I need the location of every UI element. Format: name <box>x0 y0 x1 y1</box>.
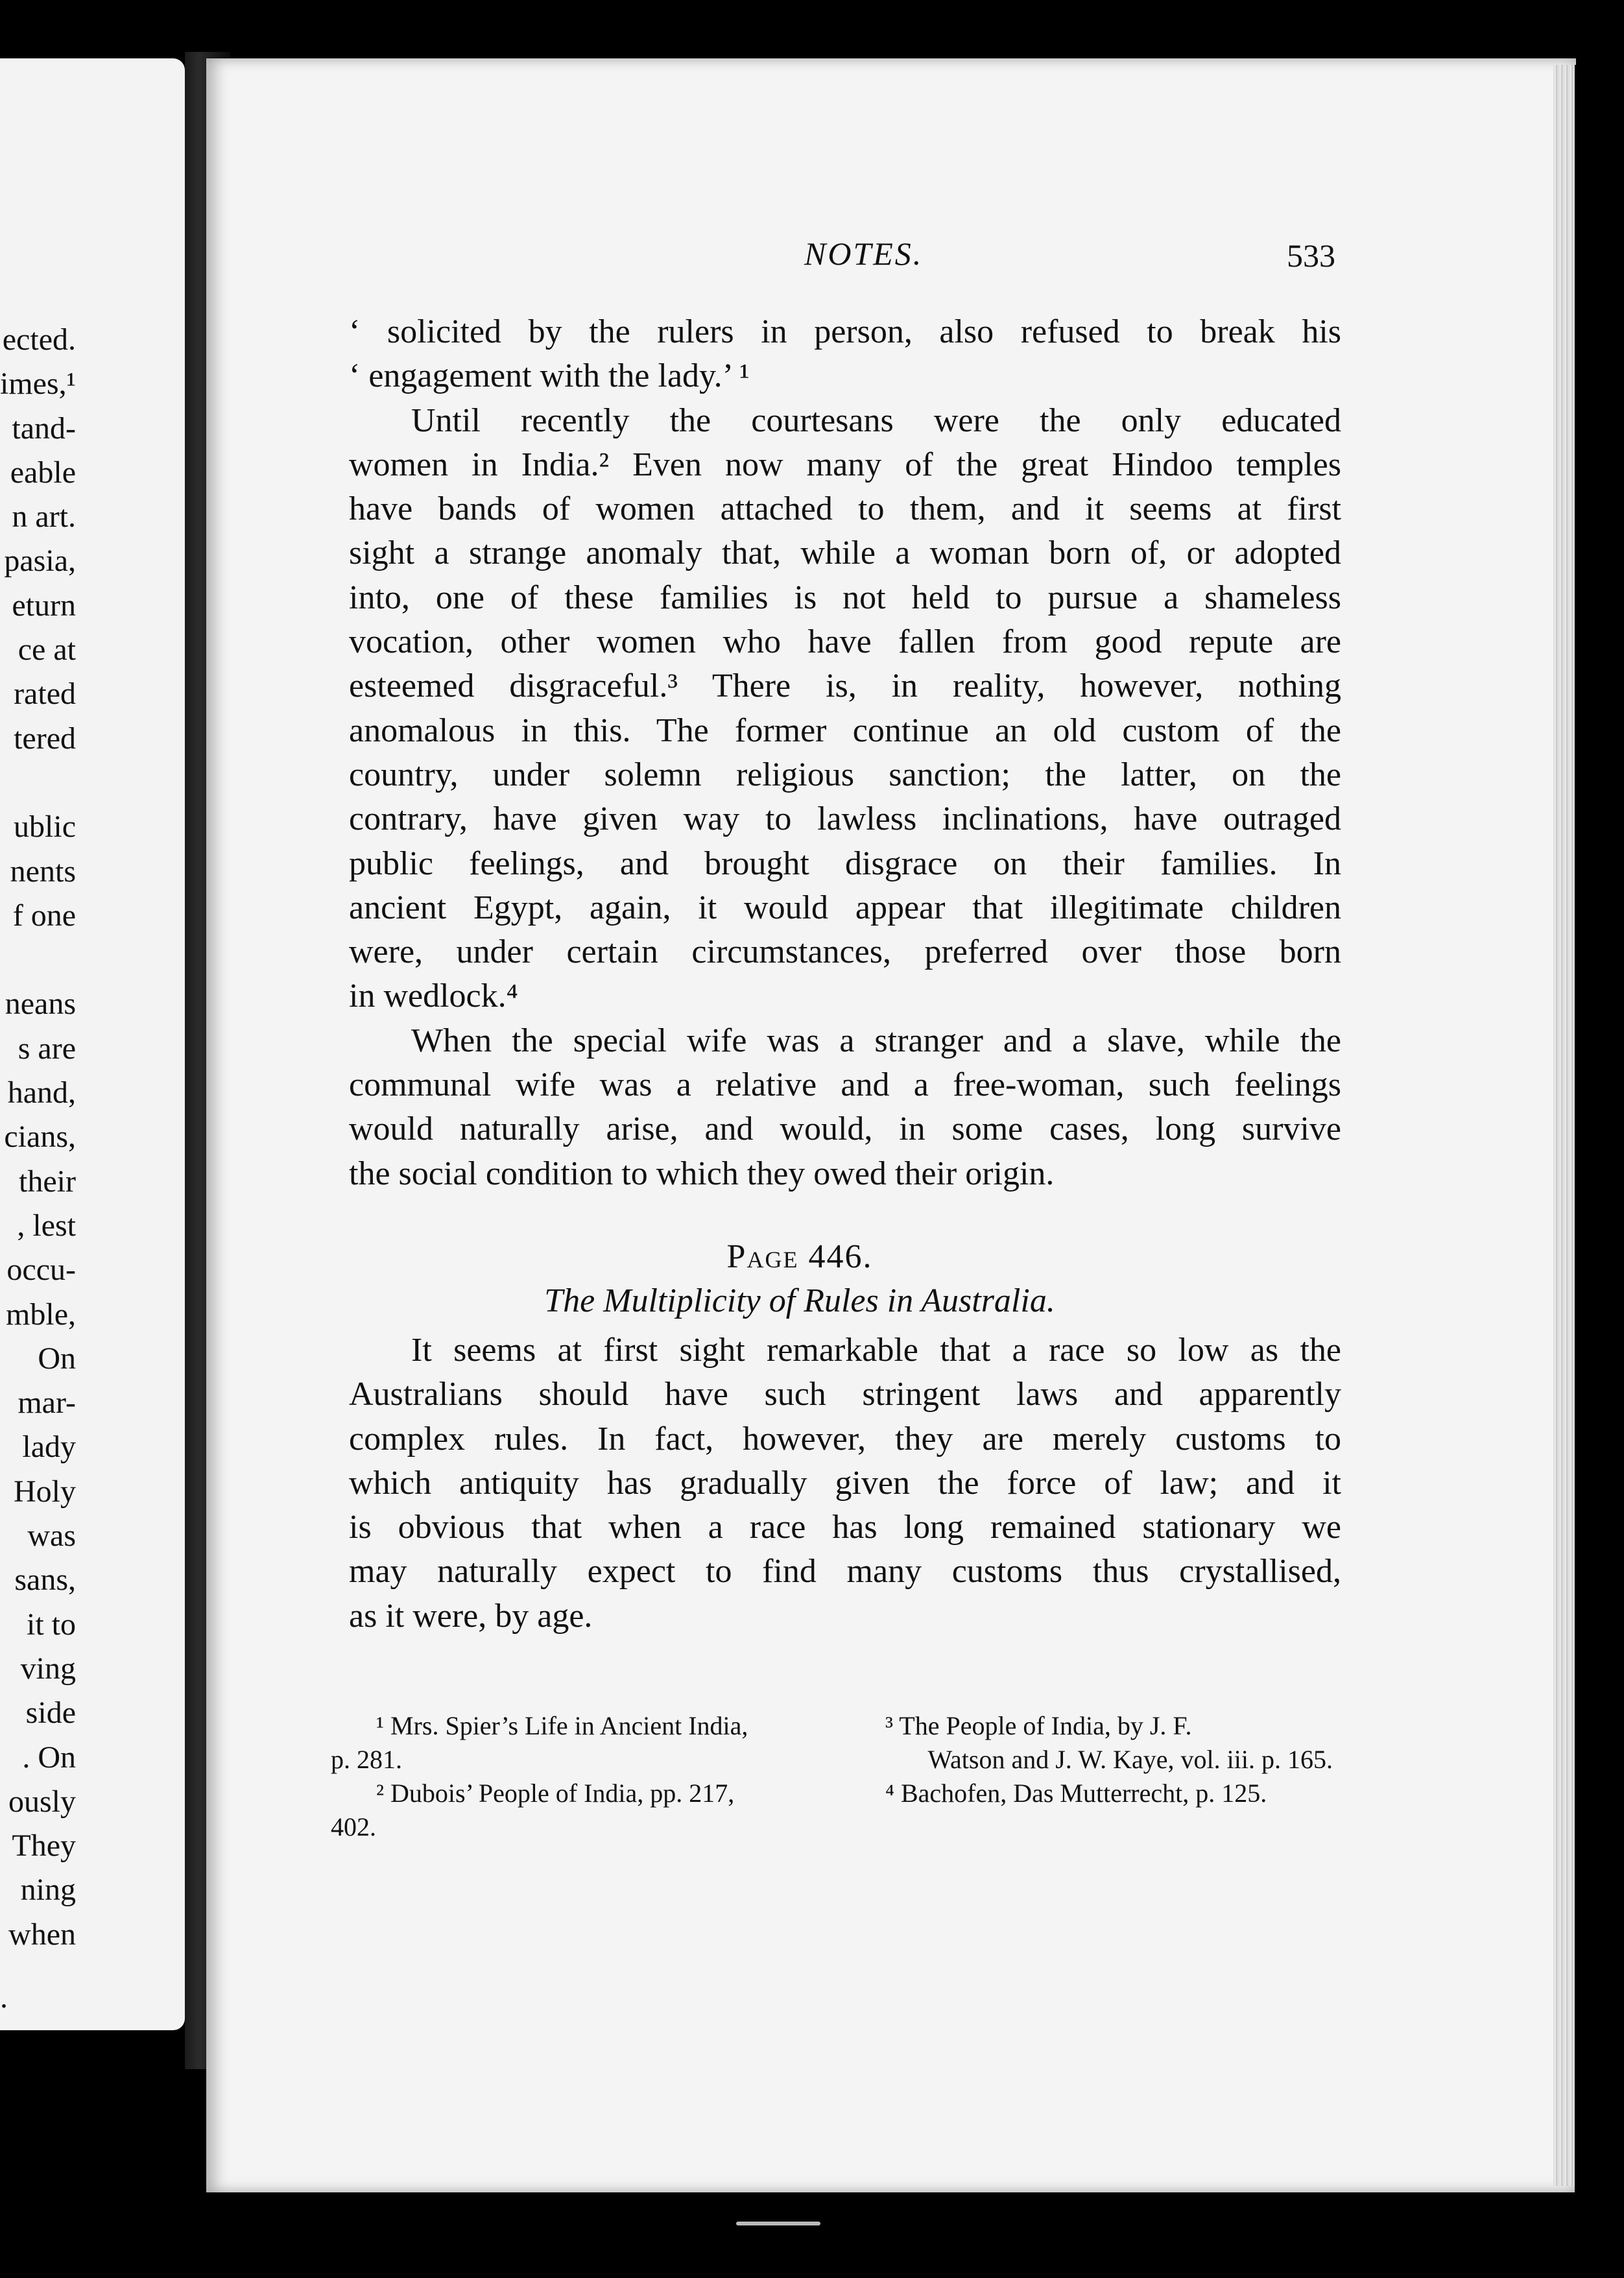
text-line: would naturally arise, and would, in some cases, long survive <box>349 1110 1341 1148</box>
facing-page-line: n art. <box>12 499 76 534</box>
footnote-2-cont: 402. <box>331 1812 376 1841</box>
text-line: vocation, other women who have fallen from good repute are <box>349 623 1341 661</box>
facing-page-line: ublic <box>14 809 76 845</box>
footnote-3-cont: Watson and J. W. Kaye, vol. iii. p. 165. <box>927 1745 1333 1774</box>
facing-page-line: mar- <box>18 1385 76 1421</box>
text-line: as it were, by age. <box>349 1597 593 1635</box>
facing-page-left <box>0 58 185 2030</box>
text-line: When the special wife was a stranger and a slave, while the <box>411 1022 1341 1059</box>
text-line: It seems at first sight remarkable that a race so low as the <box>411 1331 1341 1369</box>
text-line: is obvious that when a race has long remained stationary we <box>349 1509 1341 1546</box>
facing-page-line: nents <box>10 854 76 889</box>
text-line: may naturally expect to find many customs thus crystallised, <box>349 1553 1341 1590</box>
section-heading: Page 446. <box>726 1238 873 1275</box>
footnote-1-cont: p. 281. <box>331 1745 402 1774</box>
facing-page-line: On <box>38 1341 76 1376</box>
facing-page-line: it to <box>26 1607 76 1642</box>
facing-page-line: ected. <box>2 322 76 357</box>
facing-page-line: s are <box>18 1031 76 1066</box>
facing-page-line: when <box>8 1917 76 1952</box>
text-line: were, under certain circumstances, preferred over those born <box>349 933 1341 971</box>
facing-page-line <box>0 761 76 805</box>
facing-page-line: cians, <box>4 1120 76 1155</box>
text-line: anomalous in this. The former continue an old custom of the <box>349 712 1341 749</box>
facing-page-line: hand, <box>7 1075 76 1110</box>
footnote-1: ¹ Mrs. Spier’s Life in Ancient India, <box>376 1711 748 1740</box>
text-line: into, one of these families is not held to pursue a shameless <box>349 579 1341 616</box>
facing-page-line: imes,¹ <box>0 366 76 402</box>
section-subheading: The Multiplicity of Rules in Australia. <box>544 1282 1055 1319</box>
facing-page-line: . On <box>22 1740 76 1775</box>
footnote-3: ³ The People of India, by J. F. <box>885 1711 1192 1740</box>
body-text <box>349 310 1341 1638</box>
facing-page-line: ving <box>20 1651 76 1686</box>
facing-page-line: eable <box>10 455 76 490</box>
text-line: ‘ solicited by the rulers in person, also refused to break his <box>349 313 1341 350</box>
text-line: complex rules. In fact, however, they are merely customs to <box>349 1420 1341 1457</box>
text-line: which antiquity has gradually given the force of law; and it <box>349 1464 1341 1502</box>
facing-page-line: They <box>12 1828 76 1864</box>
footnotes-left-column <box>331 1709 824 1844</box>
paragraph-1 <box>349 310 1341 399</box>
text-line: Until recently the courtesans were the only educated <box>411 402 1341 439</box>
footnote-4: ⁴ Bachofen, Das Mutterrecht, p. 125. <box>885 1779 1267 1808</box>
facing-page-line: ce at <box>18 632 76 667</box>
facing-page-tail: . <box>0 1980 8 2015</box>
facing-page-line: was <box>27 1518 76 1553</box>
text-line: women in India.² Even now many of the great Hindoo temples <box>349 446 1341 483</box>
facing-page-line: rated <box>14 677 76 712</box>
text-line: Australians should have such stringent laws and apparently <box>349 1376 1341 1413</box>
paragraph-4 <box>349 1328 1341 1638</box>
facing-page-line: occu- <box>6 1253 76 1288</box>
facing-page-line: eturn <box>12 588 76 623</box>
facing-page-line: neans <box>5 987 76 1022</box>
facing-page-line: sans, <box>14 1563 76 1598</box>
paragraph-2 <box>349 399 1341 1019</box>
facing-page-line: mble, <box>6 1297 76 1332</box>
scan-artifact <box>736 2222 820 2225</box>
facing-page-line: lady <box>22 1430 76 1465</box>
running-head: NOTES. <box>804 235 924 272</box>
facing-page-text <box>0 318 76 1957</box>
text-line: contrary, have given way to lawless inclinations, have outraged <box>349 800 1341 838</box>
text-line: esteemed disgraceful.³ There is, in reality, however, nothing <box>349 667 1341 705</box>
facing-page-line: f one <box>12 898 76 933</box>
footnote-2: ² Dubois’ People of India, pp. 217, <box>376 1779 735 1808</box>
facing-page-line: pasia, <box>4 544 76 579</box>
text-line: communal wife was a relative and a free-woman, such feelings <box>349 1066 1341 1104</box>
text-line: public feelings, and brought disgrace on their families. In <box>349 845 1341 882</box>
facing-page-line: tand- <box>12 411 76 446</box>
scan-border <box>1575 65 1624 2205</box>
page-number: 533 <box>1287 237 1335 274</box>
facing-page-line: Holy <box>14 1474 76 1509</box>
facing-page-line: , lest <box>17 1208 76 1243</box>
text-line: in wedlock.⁴ <box>349 977 518 1015</box>
facing-page-line: their <box>19 1164 76 1199</box>
text-line: have bands of women attached to them, and it seems at first <box>349 490 1341 528</box>
footnotes-right-column <box>840 1709 1333 1810</box>
facing-page-line: ously <box>8 1784 76 1819</box>
facing-page-line: side <box>25 1696 76 1731</box>
text-line: ancient Egypt, again, it would appear that illegitimate children <box>349 889 1341 926</box>
text-line: sight a strange anomaly that, while a woman born of, or adopted <box>349 534 1341 572</box>
facing-page-line: tered <box>14 721 76 756</box>
facing-page-line: ning <box>20 1873 76 1908</box>
paragraph-3 <box>349 1019 1341 1196</box>
text-line: country, under solemn religious sanction; the latter, on the <box>349 756 1341 793</box>
facing-page-line <box>0 938 76 982</box>
text-line: ‘ engagement with the lady.’ ¹ <box>349 357 750 395</box>
text-line: the social condition to which they owed their origin. <box>349 1155 1055 1192</box>
